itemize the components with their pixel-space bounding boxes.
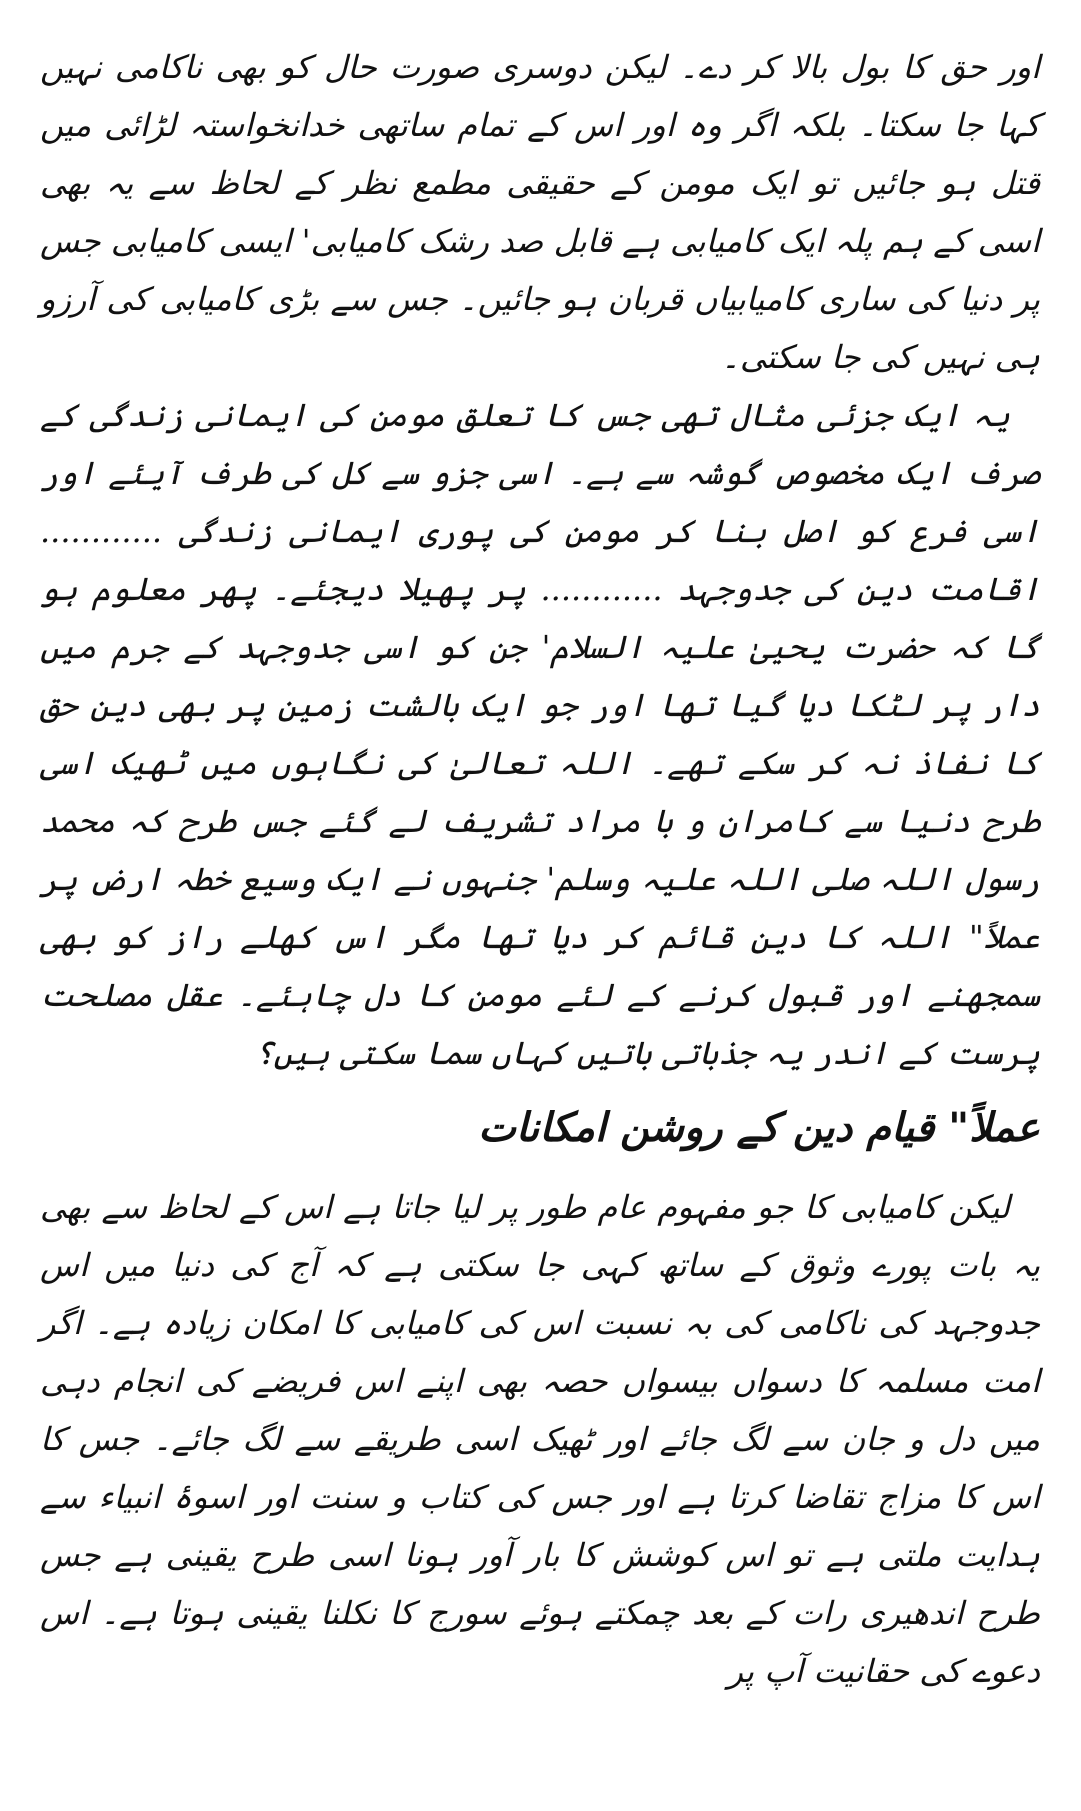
section-heading: عملاً" قیام دین کے روشن امکانات [478, 1104, 1040, 1151]
urdu-book-page [40, 38, 1040, 1700]
paragraph-success-prospects: لیکن کامیابی کا جو مفہوم عام طور پر لیا جاتا ہے اس کے لحاظ سے بھی یہ بات پورے وثوق کے ساتھ کہی جا سکتی ہے کہ آج کی دنیا میں اس جدوجہد کی ناکامی کی بہ نسبت اس کی کامیابی کا امکان زیادہ ہے۔ اگر امت مسلمہ کا دسواں بیسواں حصہ بھی اپنے اس فریضے کی انجام دہی میں دل و جان سے لگ جائے اور ٹھیک اسی طریقے سے لگ جائے۔ جس کا اس کا مزاج تقاضا کرتا ہے اور جس کی کتاب و سنت اور اسوۂ انبیاء سے ہدایت ملتی ہے تو اس کوشش کا بار آور ہونا اسی طرح یقینی ہے جس طرح اندھیری رات کے بعد چمکتے ہوئے سورج کا نکلنا یقینی ہوتا ہے۔ اس دعوے کی حقانیت آپ پر [40, 1188, 1041, 1690]
paragraph-continuation: اور حق کا بول بالا کر دے۔ لیکن دوسری صورت حال کو بھی ناکامی نہیں کہا جا سکتا۔ بلکہ اگر وہ اور اس کے تمام ساتھی خدانخواستہ لڑائی میں قتل ہو جائیں تو ایک مومن کے حقیقی مطمع نظر کے لحاظ سے یہ بھی اسی کے ہم پلہ ایک کامیابی ہے قابل صد رشک کامیابی' ایسی کامیابی جس پر دنیا کی ساری کامیابیاں قربان ہو جائیں۔ جس سے بڑی کامیابی کی آرزو ہی نہیں کی جا سکتی۔ [40, 48, 1041, 376]
paragraph-partial-example: یہ ایک جزئی مثال تھی جس کا تعلق مومن کی ایمانی زندگی کے صرف ایک مخصوص گوشہ سے ہے۔ اسی جزو سے کل کی طرف آیئے اور اسی فرع کو اصل بنا کر مومن کی پوری ایمانی زندگی ............ اقامت دین کی جدوجہد ............ پر پھیلا دیجئے۔ پھر معلوم ہو گا کہ حضرت یحییٰ علیہ السلام' جن کو اسی جدوجہد کے جرم میں دار پر لٹکا دیا گیا تھا اور جو ایک بالشت زمین پر بھی دین حق کا نفاذ نہ کر سکے تھے۔ اللہ تعالیٰ کی نگاہوں میں ٹھیک اسی طرح دنیا سے کامران و با مراد تشریف لے گئے جس طرح کہ محمد رسول اللہ صلی اللہ علیہ وسلم' جنہوں نے ایک وسیع خطہ ارض پر عملاً" اللہ کا دین قائم کر دیا تھا مگر اس کھلے راز کو بھی سمجھنے اور قبول کرنے کے لئے مومن کا دل چاہئے۔ عقل مصلحت پرست کے اندر یہ جذباتی باتیں کہاں سما سکتی ہیں؟ [40, 396, 1041, 1072]
